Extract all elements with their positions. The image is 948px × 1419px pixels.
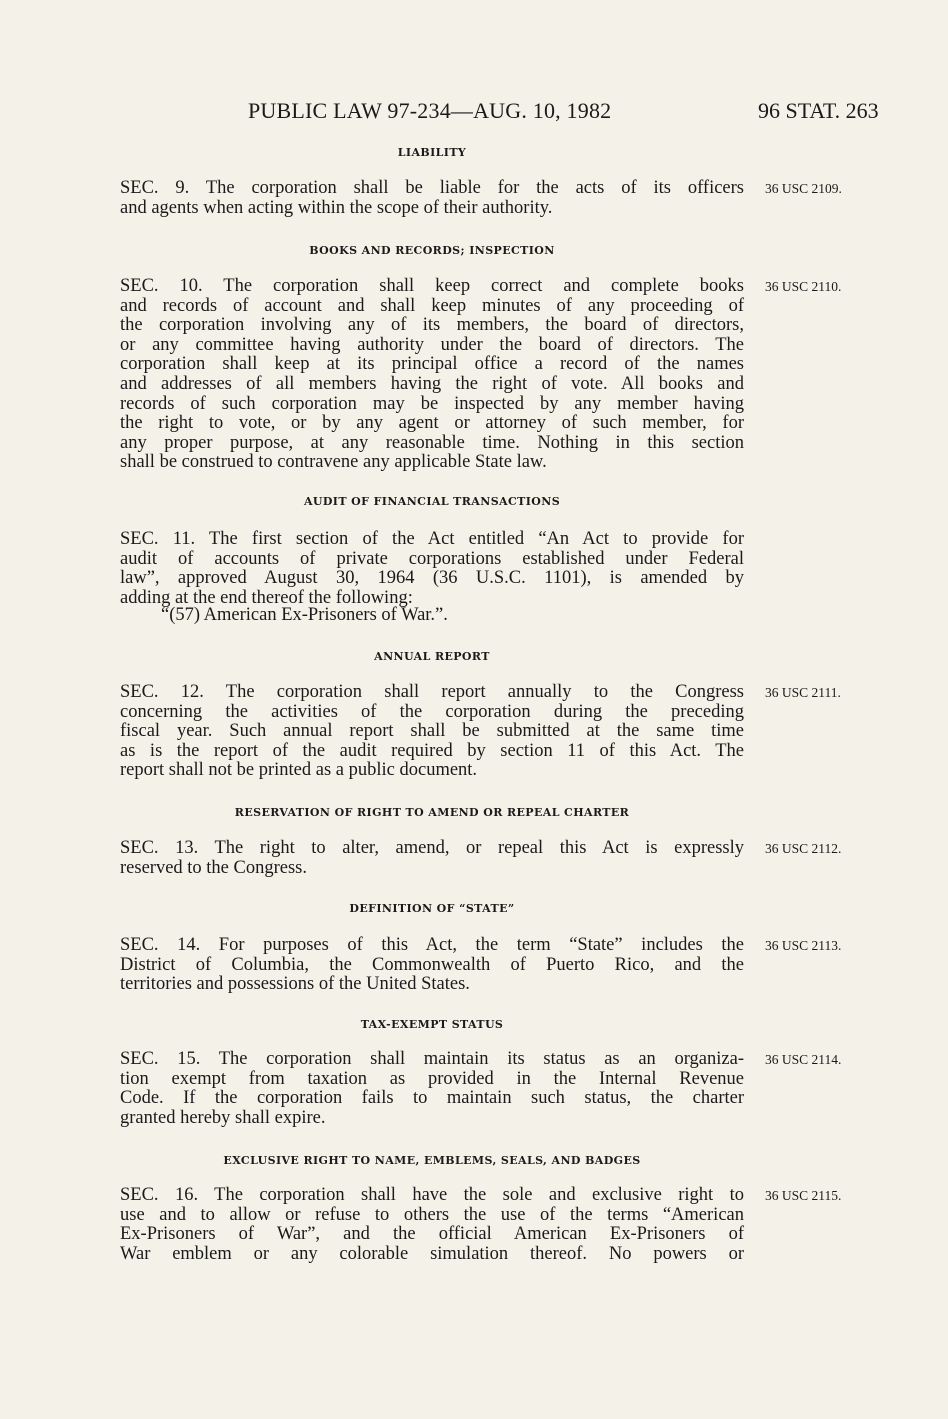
- paragraph-line: SEC. 16. The corporation shall have the sole and exclusive right to: [120, 1185, 744, 1205]
- paragraph-line: or any committee having authority under the board of directors. The: [120, 334, 744, 355]
- paragraph-line: SEC. 11. The first section of the Act entitled “An Act to provide for: [120, 529, 744, 549]
- paragraph-line: SEC. 13. The right to alter, amend, or repeal this Act is expressly: [120, 838, 744, 858]
- paragraph-line: War emblem or any colorable simulation thereof. No powers or: [120, 1243, 744, 1264]
- section-paragraph: [120, 839, 744, 878]
- paragraph-line: concerning the activities of the corporation during the preceding: [120, 701, 744, 722]
- paragraph-line: SEC. 12. The corporation shall report annually to the Congress: [120, 682, 744, 702]
- paragraph-line: reserved to the Congress.: [120, 857, 308, 878]
- section-paragraph: [120, 1050, 744, 1128]
- section-heading: BOOKS AND RECORDS; INSPECTION: [309, 244, 555, 257]
- paragraph-line: the right to vote, or by any agent or attorney of such member, for: [120, 413, 744, 434]
- section-heading: EXCLUSIVE RIGHT TO NAME, EMBLEMS, SEALS, AND BADGES: [223, 1154, 641, 1167]
- paragraph-line: corporation shall keep at its principal office a record of the names: [120, 354, 744, 375]
- section-paragraph: [120, 1186, 744, 1264]
- paragraph-line: tion exempt from taxation as provided in the Internal Revenue: [120, 1068, 744, 1089]
- paragraph-line: SEC. 10. The corporation shall keep correct and complete books: [120, 276, 744, 296]
- paragraph-line: SEC. 9. The corporation shall be liable for the acts of its officers: [120, 178, 744, 198]
- paragraph-line: fiscal year. Such annual report shall be submitted at the same time: [120, 721, 744, 742]
- running-head-title: PUBLIC LAW 97-234—AUG. 10, 1982: [248, 98, 612, 123]
- paragraph-line: SEC. 14. For purposes of this Act, the term “State” includes the: [120, 935, 744, 955]
- margin-note: 36 USC 2111.: [765, 685, 841, 700]
- section-paragraph: [120, 277, 744, 473]
- section-heading: RESERVATION OF RIGHT TO AMEND OR REPEAL CHARTER: [234, 806, 630, 819]
- section-heading: LIABILITY: [397, 146, 467, 159]
- paragraph-line: and records of account and shall keep minutes of any proceeding of: [120, 295, 744, 316]
- paragraph-line: and addresses of all members having the right of vote. All books and: [120, 373, 744, 394]
- margin-note: 36 USC 2112.: [765, 841, 842, 856]
- section-paragraph: [120, 179, 744, 218]
- section-heading: AUDIT OF FINANCIAL TRANSACTIONS: [303, 495, 561, 508]
- paragraph-line: records of such corporation may be inspected by any member having: [120, 393, 744, 414]
- section-heading: TAX-EXEMPT STATUS: [360, 1018, 504, 1031]
- paragraph-line: Ex-Prisoners of War”, and the official American Ex-Prisoners of: [120, 1224, 744, 1245]
- section-paragraph: [120, 530, 744, 608]
- margin-note: 36 USC 2109.: [765, 181, 842, 196]
- paragraph-line: as is the report of the audit required by section 11 of this Act. The: [120, 740, 744, 761]
- page-stat-number: 96 STAT. 263: [758, 98, 879, 123]
- amendment-quote: “(57) American Ex-Prisoners of War.”.: [161, 605, 448, 625]
- section-paragraph: [120, 683, 744, 781]
- paragraph-line: law”, approved August 30, 1964 (36 U.S.C. 1101), is amended by: [120, 568, 744, 589]
- margin-note: 36 USC 2113.: [765, 938, 842, 953]
- paragraph-line: SEC. 15. The corporation shall maintain its status as an organiza-: [120, 1049, 744, 1069]
- paragraph-line: adding at the end thereof the following:: [120, 587, 413, 608]
- paragraph-line: audit of accounts of private corporations established under Federal: [120, 548, 744, 569]
- margin-note: 36 USC 2115.: [765, 1188, 842, 1203]
- section-heading: ANNUAL REPORT: [374, 650, 490, 663]
- paragraph-line: granted hereby shall expire.: [120, 1107, 326, 1128]
- paragraph-line: District of Columbia, the Commonwealth of Puerto Rico, and the: [120, 954, 744, 975]
- paragraph-line: use and to allow or refuse to others the use of the terms “American: [120, 1204, 744, 1225]
- section-paragraph: [120, 936, 744, 995]
- paragraph-line: and agents when acting within the scope of their authority.: [120, 197, 553, 218]
- paragraph-line: territories and possessions of the United States.: [120, 974, 470, 995]
- paragraph-line: shall be construed to contravene any applicable State law.: [120, 452, 547, 473]
- paragraph-line: Code. If the corporation fails to maintain such status, the charter: [120, 1088, 744, 1109]
- paragraph-line: any proper purpose, at any reasonable time. Nothing in this section: [120, 432, 744, 453]
- paragraph-line: report shall not be printed as a public document.: [120, 760, 478, 781]
- paragraph-line: the corporation involving any of its members, the board of directors,: [120, 315, 744, 336]
- margin-note: 36 USC 2110.: [765, 279, 842, 294]
- margin-note: 36 USC 2114.: [765, 1052, 842, 1067]
- section-heading: DEFINITION OF “STATE”: [349, 902, 515, 915]
